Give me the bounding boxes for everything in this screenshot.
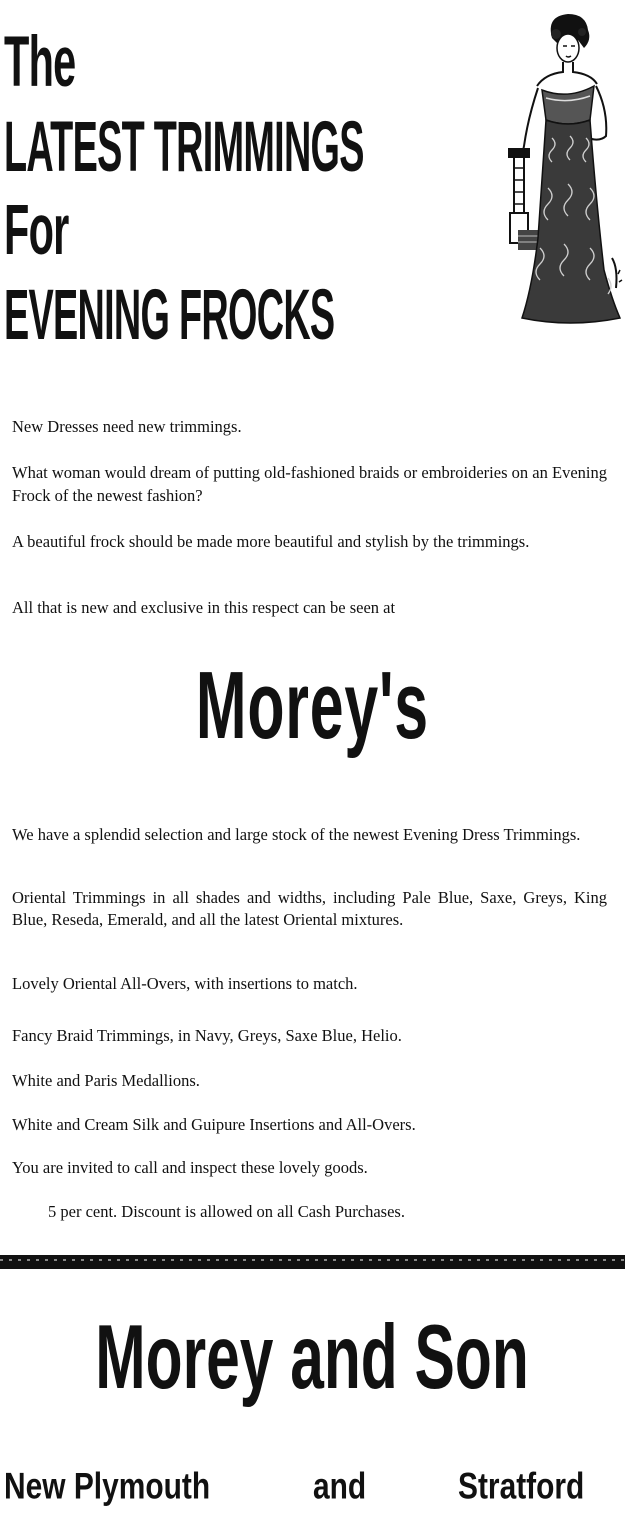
intro-paragraph-4: All that is new and exclusive in this respect can be seen at (12, 598, 396, 617)
intro-paragraph-3: A beautiful frock should be made more beautiful and stylish by the trimmings. (12, 532, 530, 551)
headline-line-latest-trimmings: LATEST TRIMMINGS (4, 107, 364, 188)
footer-locations (0, 1462, 625, 1506)
detail-paragraph-3: Lovely Oriental All-Overs, with insertions to match. (12, 974, 358, 993)
woman-in-evening-gown-illustration (500, 8, 625, 330)
detail-paragraph-2: Oriental Trimmings in all shades and widths, including Pale Blue, Saxe, Greys, King Blue, Reseda, Emerald, and all the latest Oriental mixtures. (12, 888, 607, 929)
detail-paragraph-5: White and Paris Medallions. (12, 1071, 200, 1090)
detail-paragraph-7: You are invited to call and inspect these lovely goods. (12, 1158, 368, 1177)
location-new-plymouth: New Plymouth (4, 1465, 211, 1508)
firm-name-text: Morey and Son (95, 1307, 530, 1409)
headline (4, 8, 474, 356)
firm-name (0, 1308, 625, 1408)
location-stratford: Stratford (458, 1465, 585, 1508)
intro-paragraph-2: What woman would dream of putting old-fashioned braids or embroideries on an Evening Frock of the newest fashion? (12, 463, 607, 505)
intro-paragraph-1: New Dresses need new trimmings. (12, 417, 242, 436)
headline-line-the: The (4, 20, 76, 102)
discount-note: 5 per cent. Discount is allowed on all Cash Purchases. (48, 1202, 405, 1221)
detail-paragraph-1: We have a splendid selection and large stock of the newest Evening Dress Trimmings. (12, 825, 581, 844)
detail-paragraph-4: Fancy Braid Trimmings, in Navy, Greys, Saxe Blue, Helio. (12, 1026, 402, 1045)
divider-rule (0, 1255, 625, 1269)
store-name-text: Morey's (196, 651, 429, 759)
headline-line-for: For (4, 188, 69, 270)
location-and: and (313, 1465, 367, 1508)
headline-line-evening-frocks: EVENING FROCKS (4, 275, 335, 356)
detail-paragraph-6: White and Cream Silk and Guipure Insertions and All-Overs. (12, 1115, 416, 1134)
store-name (0, 651, 625, 759)
